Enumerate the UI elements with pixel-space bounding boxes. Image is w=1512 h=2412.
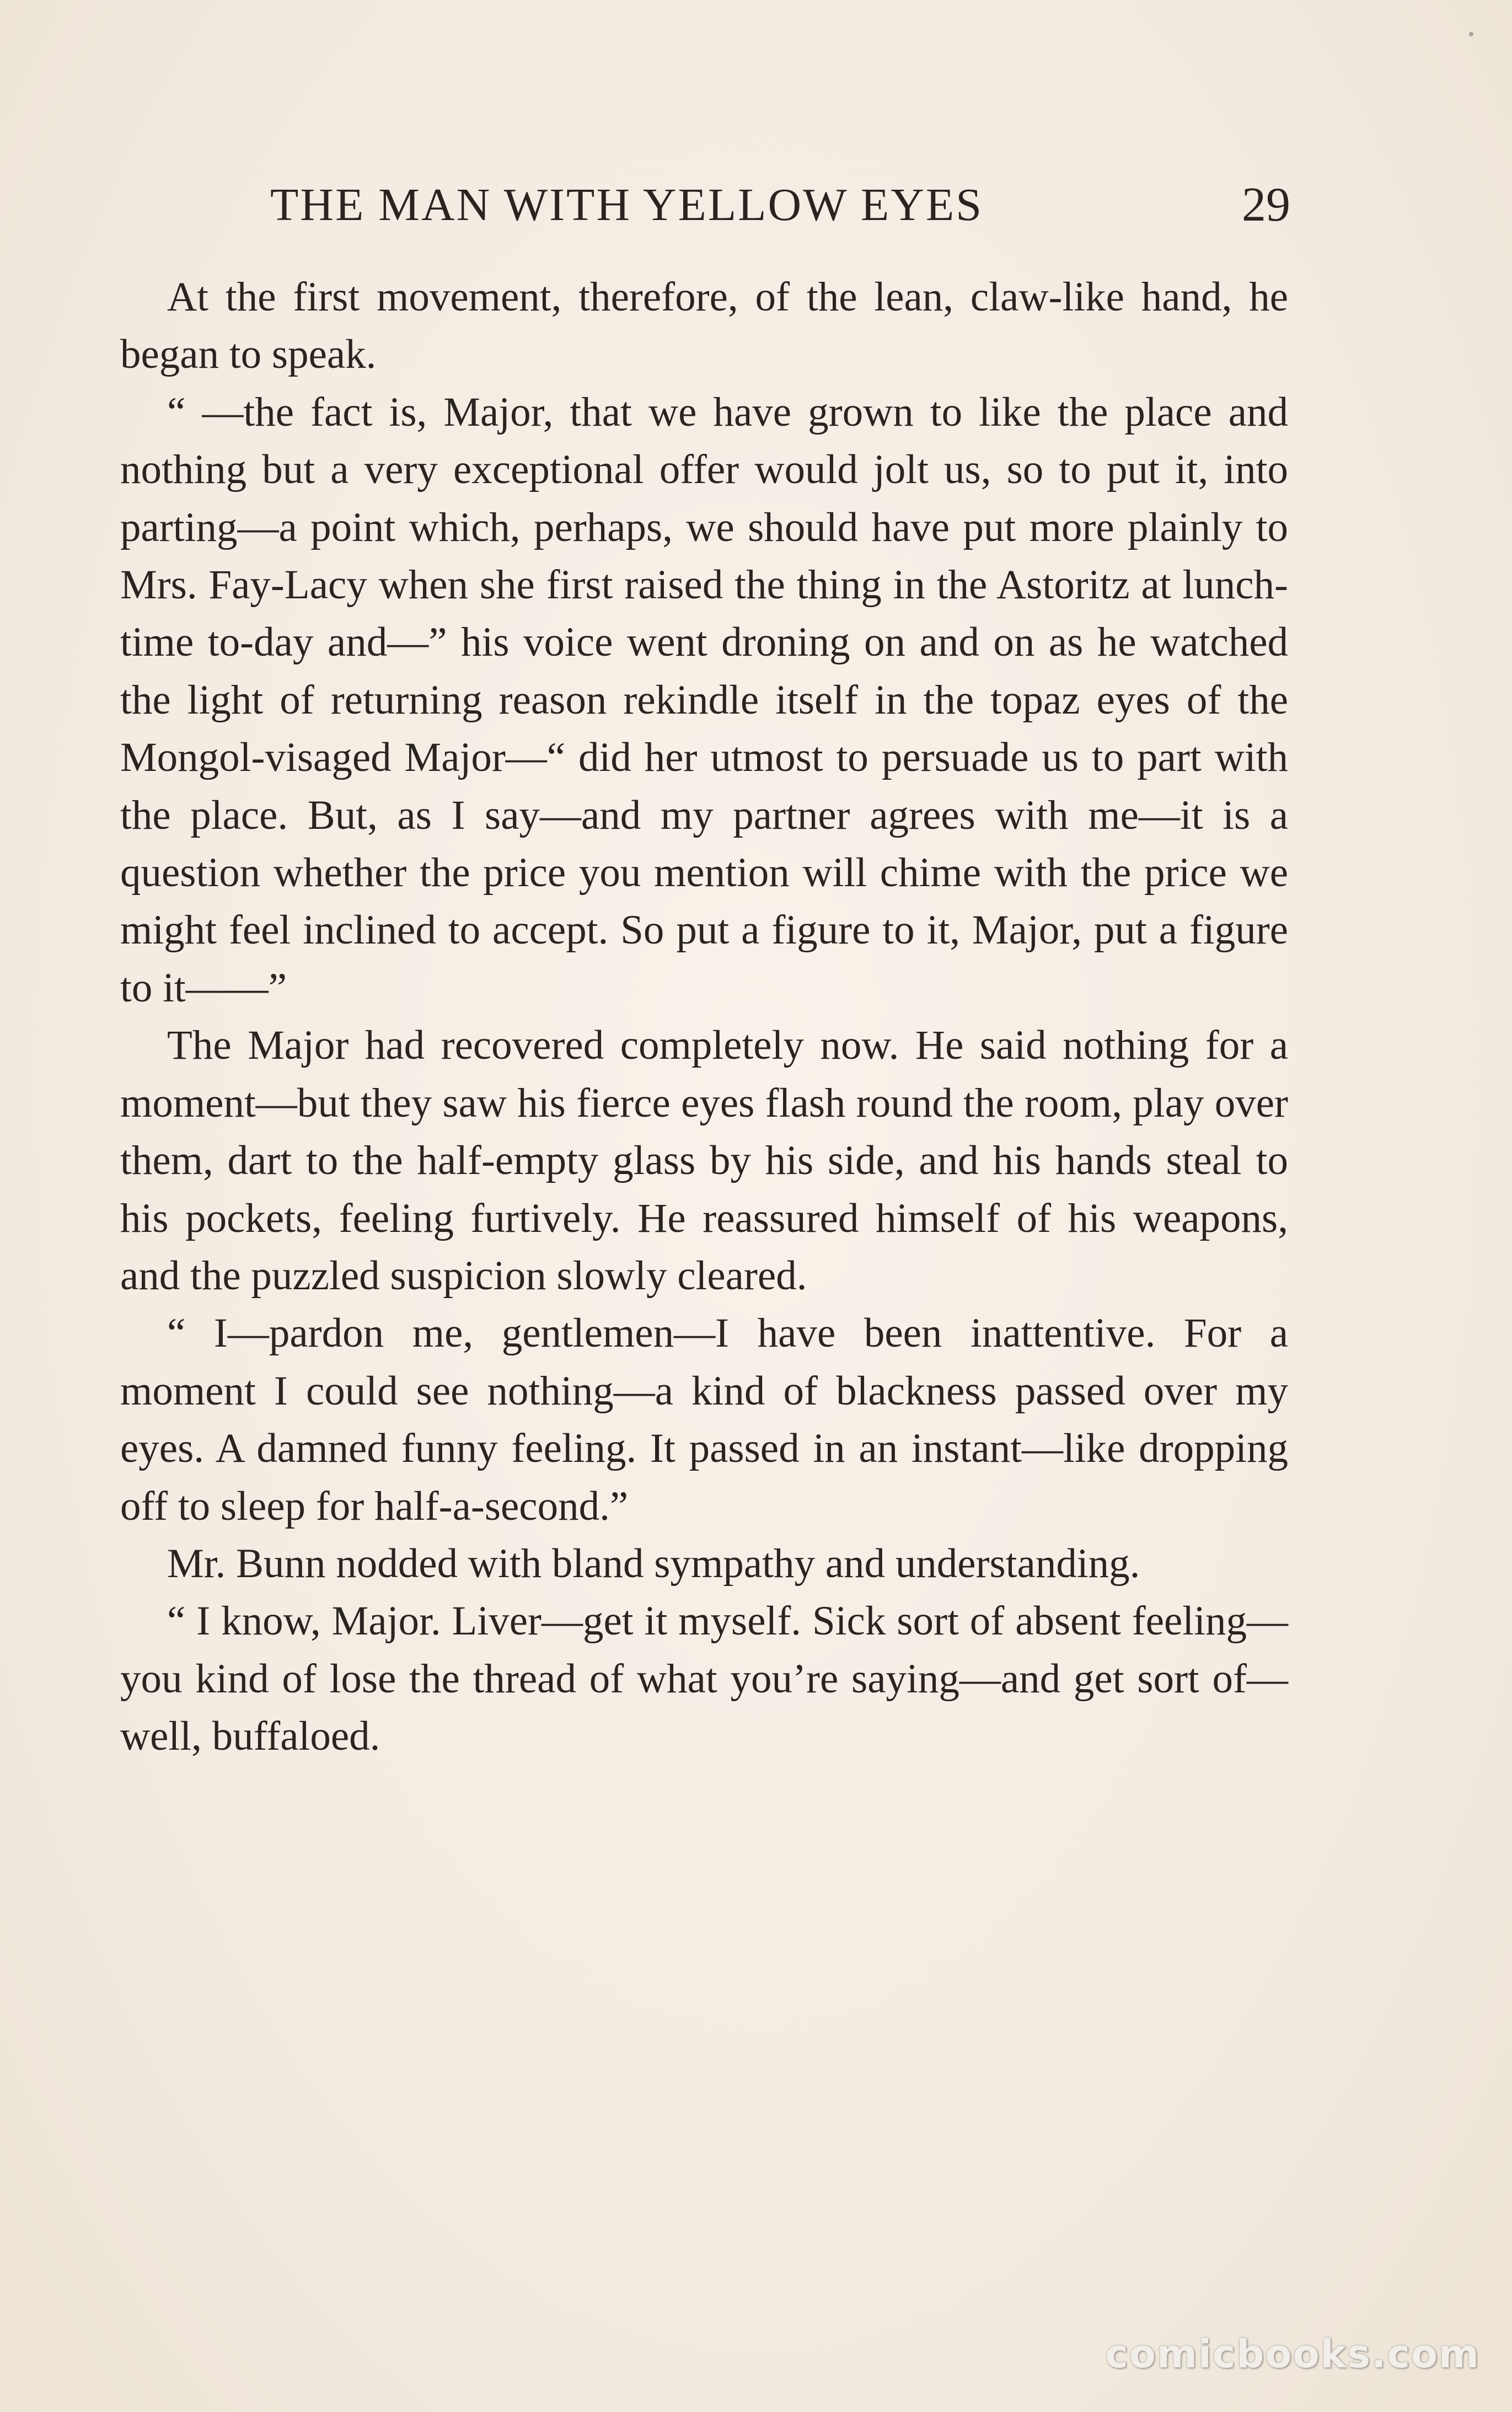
print-speck xyxy=(1469,32,1473,36)
paragraph: “ I know, Major. Liver—get it myself. Sick sort of absent feeling—you kind of lose the thread of what you’re saying—and get sort of—well, buffaloed. xyxy=(120,1598,1288,1760)
watermark-logo: comicbooks.com xyxy=(1105,2331,1480,2377)
paragraph: “ I—pardon me, gentlemen—I have been inattentive. For a moment I could see nothing—a kind of blackness passed over my eyes. A damned funny feeling. It passed in an instant—like dropping off to sleep for half-a-second.” xyxy=(120,1310,1288,1529)
paragraph: At the first movement, therefore, of the lean, claw-like hand, he began to speak. xyxy=(120,274,1288,378)
page-number: 29 xyxy=(1242,178,1290,232)
paragraph: “ —the fact is, Major, that we have grown to like the place and nothing but a very exceptional offer would jolt us, so to put it, into parting—a point which, perhaps, we should have put more plainly to Mrs. Fay-Lacy when she first raised the thing in the Astoritz at lunch-time to-day and—” his voice went droning on and on as he watched the light of returning reason rekindle itself in the topaz eyes of the Mongol-visaged Major—“ did her utmost to persuade us to part with the place. But, as I say—and my partner agrees with me—it is a question whether the price you mention will chime with the price we might feel inclined to accept. So put a figure to it, Major, put a figure to it——” xyxy=(120,389,1288,1011)
page-header xyxy=(270,172,1290,238)
running-title: THE MAN WITH YELLOW EYES xyxy=(270,179,983,231)
paragraph: Mr. Bunn nodded with bland sympathy and understanding. xyxy=(167,1540,1140,1586)
paragraph: The Major had recovered completely now. He said nothing for a moment—but they saw his fierce eyes flash round the room, play over them, dart to the half-empty glass by his side, and his hands steal to his pockets, feeling furtively. He reassured himself of his weapons, and the puzzled suspicion slowly cleared. xyxy=(120,1022,1288,1299)
body-text xyxy=(120,269,1288,1766)
